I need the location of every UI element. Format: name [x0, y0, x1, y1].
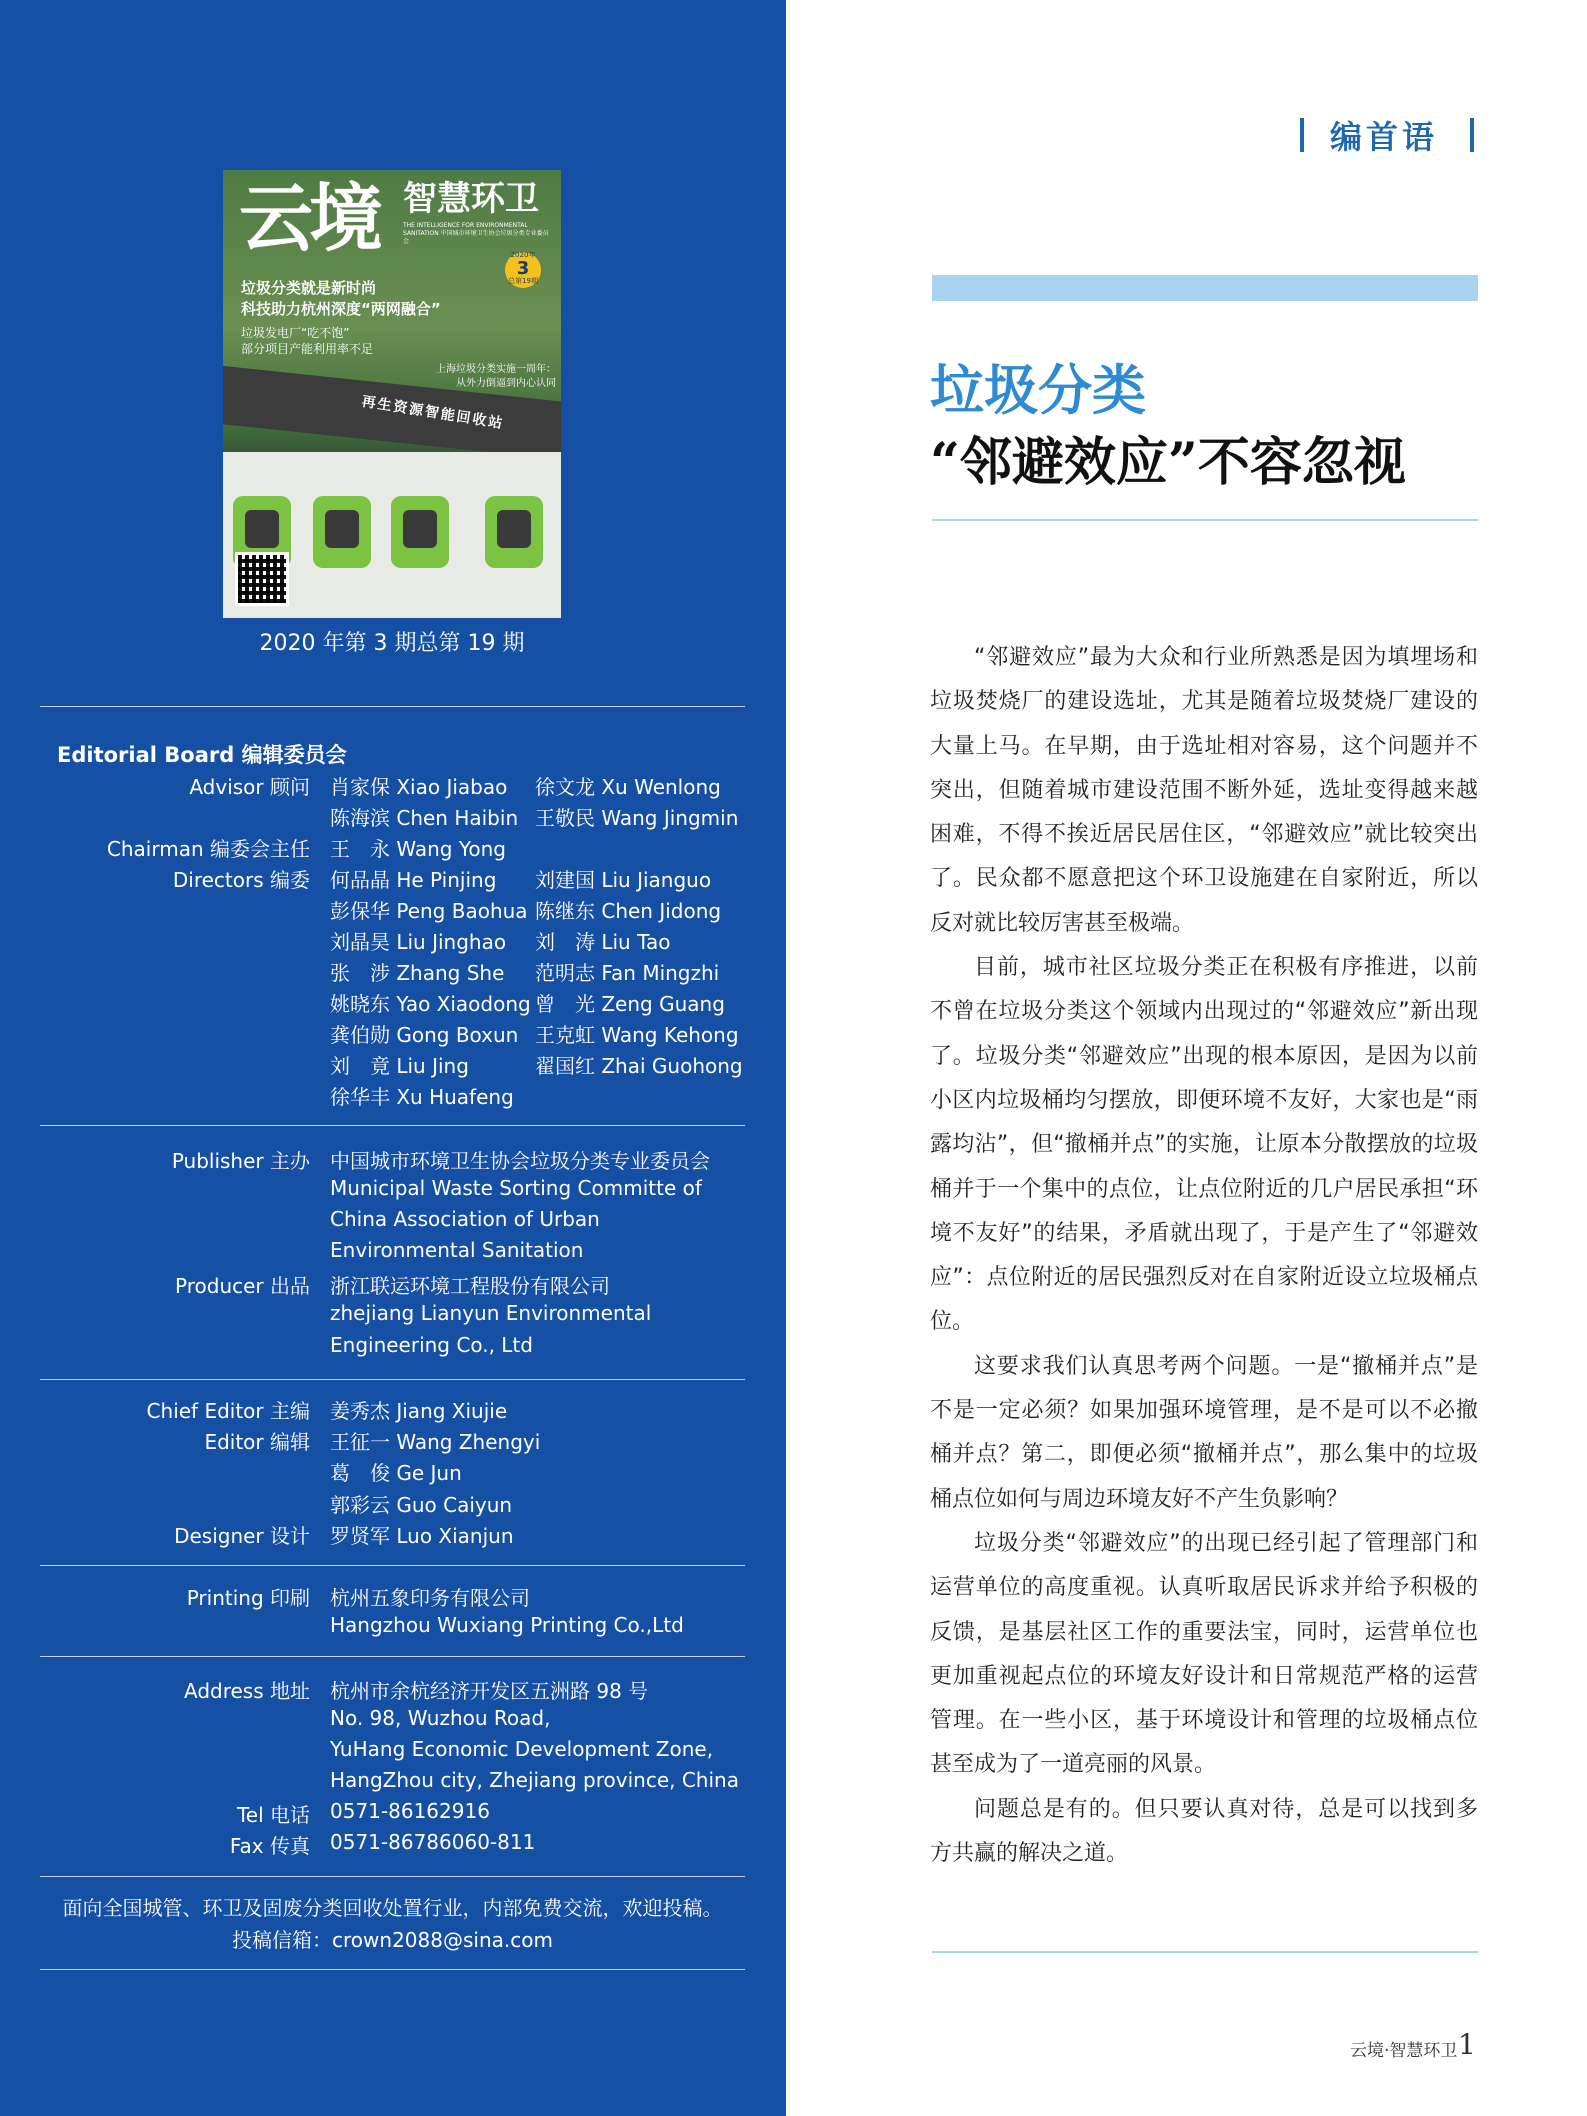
cover-tagline: THE INTELLIGENCE FOR ENVIRONMENTAL SANITATION 中国城市环境卫生协会垃圾分类专业委员会 — [403, 222, 549, 245]
director-name: 刘建国 Liu Jianguo — [535, 868, 712, 892]
editorial-board-title: Editorial Board 编辑委员会 — [57, 743, 347, 767]
editor-name: 王征一 Wang Zhengyi — [330, 1430, 541, 1454]
director-name: 刘晶昊 Liu Jinghao — [330, 930, 507, 954]
director-name: 龚伯勋 Gong Boxun — [330, 1023, 519, 1047]
designer-label: Designer 设计 — [174, 1524, 310, 1548]
producer-line: zhejiang Lianyun Environmental — [330, 1301, 652, 1325]
issue-number: 2020 年第 3 期总第 19 期 — [259, 631, 525, 656]
advisor-name: 王敬民 Wang Jingmin — [535, 806, 739, 830]
producer-line: 浙江联运环境工程股份有限公司 — [330, 1274, 610, 1298]
chairman-name: 王 永 Wang Yong — [330, 837, 507, 861]
chief-editor-label: Chief Editor 主编 — [146, 1399, 310, 1423]
section-title: 编首语 — [1330, 118, 1439, 156]
address-line: HangZhou city, Zhejiang province, China — [330, 1768, 739, 1792]
director-name: 何品晶 He Pinjing — [330, 868, 497, 892]
divider — [40, 1969, 745, 1970]
article-paragraph: “邻避效应”最为大众和行业所熟悉是因为填埋场和垃圾焚烧厂的建设选址，尤其是随着垃圾焚烧厂建设的大量上马。在早期，由于选址相对容易，这个问题并不突出，但随着城市建设范围不断外延，选址变得越来越困难，不得不挨近居民居住区，“邻避效应”就比较突出了。民众都不愿意把这个环卫设施建在自家附近，所以反对就比较厉害甚至极端。 — [930, 645, 1478, 936]
chairman-label: Chairman 编委会主任 — [106, 837, 310, 861]
divider — [40, 706, 745, 707]
bottom-rule — [932, 1951, 1478, 1953]
cover-logo-sub: 智慧环卫 — [403, 179, 539, 219]
article-paragraph: 垃圾分类“邻避效应”的出现已经引起了管理部门和运营单位的高度重视。认真听取居民诉求并给予积极的反馈，是基层社区工作的重要法宝，同时，运营单位也更加重视起点位的环境友好设计和日常规范严格的运营管理。在一些小区，基于环境设计和管理的垃圾桶点位甚至成为了一道亮丽的风景。 — [930, 1530, 1478, 1778]
article-paragraph: 问题总是有的。但只要认真对待，总是可以找到多方共赢的解决之道。 — [930, 1796, 1478, 1867]
cover-headline: 垃圾分类就是新时尚 科技助力杭州深度“两网融合” — [241, 279, 441, 318]
divider — [40, 1565, 745, 1566]
producer-label: Producer 出品 — [175, 1274, 310, 1298]
cover-bin — [313, 496, 371, 568]
cover-roof-sign: 再生资源智能回收站 — [360, 393, 506, 433]
article-paragraph: 目前，城市社区垃圾分类正在积极有序推进，以前不曾在垃圾分类这个领域内出现过的“邻避效应”新出现了。垃圾分类“邻避效应”出现的根本原因，是因为以前小区内垃圾桶均匀摆放，即便环境不友好，大家也是“雨露均沾”，但“撤桶并点”的实施，让原本分散摆放的垃圾桶并于一个集中的点位，让点位附近的几户居民承担“环境不友好”的结果，矛盾就出现了，于是产生了“邻避效应”：点位附近的居民强烈反对在自家附近设立垃圾桶点位。 — [930, 955, 1478, 1335]
submission-note: 面向全国城管、环卫及固废分类回收处置行业，内部免费交流，欢迎投稿。 — [62, 1896, 723, 1920]
article-paragraph: 这要求我们认真思考两个问题。一是“撤桶并点”是不是一定必须？如果加强环境管理，是不是可以不必撤桶并点？第二，即便必须“撤桶并点”，那么集中的垃圾桶点位如何与周边环境友好不产生负影响？ — [930, 1353, 1478, 1512]
title-band — [932, 275, 1478, 301]
address-line: No. 98, Wuzhou Road, — [330, 1706, 551, 1730]
director-name: 刘 涛 Liu Tao — [535, 930, 671, 954]
address-label: Address 地址 — [183, 1679, 310, 1703]
director-name: 曾 光 Zeng Guang — [535, 992, 725, 1016]
publisher-line: 中国城市环境卫生协会垃圾分类专业委员会 — [330, 1149, 710, 1173]
article-title-line1: 垃圾分类 — [930, 358, 1146, 422]
divider — [40, 1125, 745, 1126]
cover-bin — [391, 496, 449, 568]
director-name: 陈继东 Chen Jidong — [535, 899, 722, 923]
running-footer: 云境·智慧环卫 — [1350, 2041, 1458, 2061]
printing-label: Printing 印刷 — [186, 1586, 310, 1610]
section-bar-right — [1470, 118, 1474, 152]
cover-image — [223, 170, 561, 618]
publisher-line: Municipal Waste Sorting Committe of — [330, 1176, 702, 1200]
cover-issue-badge: 2020年 3 总第19期 — [505, 252, 541, 288]
fax-number: 0571-86786060-811 — [330, 1830, 536, 1854]
article-title-line2: “邻避效应”不容忽视 — [930, 432, 1406, 493]
cover-side-headline: 上海垃圾分类实施一周年： 从外力倒逼到内心认同 — [436, 364, 556, 389]
director-name: 刘 竟 Liu Jing — [330, 1054, 469, 1078]
submission-email: 投稿信箱：crown2088@sina.com — [232, 1928, 553, 1952]
divider — [40, 1379, 745, 1380]
chief-editor-name: 姜秀杰 Jiang Xiujie — [330, 1399, 508, 1423]
printing-line: 杭州五象印务有限公司 — [330, 1586, 530, 1610]
director-name: 姚晓东 Yao Xiaodong — [330, 992, 531, 1016]
address-line: 杭州市余杭经济开发区五洲路 98 号 — [330, 1679, 649, 1703]
director-name: 翟国红 Zhai Guohong — [535, 1054, 743, 1078]
advisor-label: Advisor 顾问 — [189, 775, 310, 799]
director-name: 彭保华 Peng Baohua — [330, 899, 528, 923]
cover-logo: 云境 — [239, 176, 379, 262]
publisher-line: Environmental Sanitation — [330, 1238, 584, 1262]
editor-name: 郭彩云 Guo Caiyun — [330, 1493, 513, 1517]
director-name: 徐华丰 Xu Huafeng — [330, 1085, 514, 1109]
cover-subheadline: 垃圾发电厂“吃不饱” 部分项目产能利用率不足 — [241, 326, 374, 357]
tel-number: 0571-86162916 — [330, 1799, 490, 1823]
publisher-label: Publisher 主办 — [171, 1149, 310, 1173]
page-number: 1 — [1458, 2028, 1476, 2061]
printing-line: Hangzhou Wuxiang Printing Co.,Ltd — [330, 1613, 684, 1637]
director-name: 王克虹 Wang Kehong — [535, 1023, 739, 1047]
address-line: YuHang Economic Development Zone, — [330, 1737, 714, 1761]
divider — [40, 1876, 745, 1877]
advisor-name: 肖家保 Xiao Jiabao — [330, 775, 508, 799]
tel-label: Tel 电话 — [236, 1803, 310, 1827]
director-name: 范明志 Fan Mingzhi — [535, 961, 720, 985]
producer-line: Engineering Co., Ltd — [330, 1333, 533, 1357]
qr-code-icon — [235, 552, 289, 606]
section-bar-left — [1300, 118, 1304, 152]
title-rule — [932, 519, 1478, 521]
director-name: 张 涉 Zhang She — [330, 961, 505, 985]
masthead-panel — [0, 0, 786, 2116]
article-body — [930, 636, 1478, 1876]
advisor-name: 徐文龙 Xu Wenlong — [535, 775, 721, 799]
advisor-name: 陈海滨 Chen Haibin — [330, 806, 519, 830]
fax-label: Fax 传真 — [229, 1834, 310, 1858]
editor-label: Editor 编辑 — [204, 1430, 310, 1454]
cover-bin — [485, 496, 543, 568]
editor-name: 葛 俊 Ge Jun — [330, 1461, 462, 1485]
directors-label: Directors 编委 — [172, 868, 310, 892]
divider — [40, 1656, 745, 1657]
publisher-line: China Association of Urban — [330, 1207, 600, 1231]
designer-name: 罗贤军 Luo Xianjun — [330, 1524, 514, 1548]
